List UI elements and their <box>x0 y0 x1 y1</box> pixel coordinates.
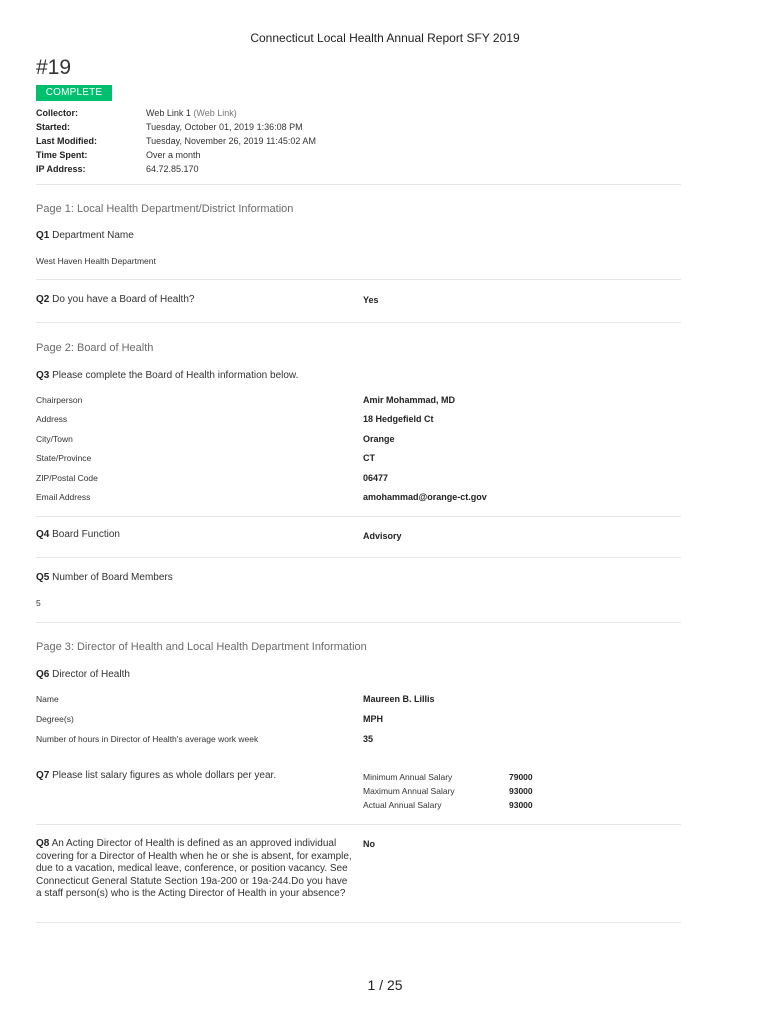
field-label: City/Town <box>36 434 73 444</box>
field-value: amohammad@orange-ct.gov <box>363 492 487 502</box>
divider <box>36 279 681 280</box>
salary-label: Maximum Annual Salary <box>363 786 455 796</box>
question-q1: Q1 Department Name <box>36 230 134 241</box>
field-label: ZIP/Postal Code <box>36 473 98 483</box>
field-value: 06477 <box>363 473 389 483</box>
divider <box>36 622 681 623</box>
field-label: Name <box>36 694 59 704</box>
meta-value: Tuesday, November 26, 2019 11:45:02 AM <box>146 136 316 146</box>
field-label: Number of hours in Director of Health's average work week <box>36 734 259 744</box>
question-q3: Q3 Please complete the Board of Health information below. <box>36 370 299 381</box>
field-label: Address <box>36 414 68 424</box>
field-value: MPH <box>363 714 383 724</box>
field-value: 18 Hedgefield Ct <box>363 414 434 424</box>
page-heading: Page 3: Director of Health and Local Health Department Information <box>36 641 367 653</box>
question-q4: Q4 Board Function <box>36 529 120 540</box>
field-label: Email Address <box>36 492 91 502</box>
field-value: CT <box>363 453 375 463</box>
question-q5: Q5 Number of Board Members <box>36 572 173 583</box>
salary-label: Actual Annual Salary <box>363 800 442 810</box>
field-label: Degree(s) <box>36 714 74 724</box>
salary-value: 93000 <box>509 786 533 796</box>
response-number: #19 <box>36 56 72 79</box>
question-q6: Q6 Director of Health <box>36 669 130 680</box>
meta-value: Over a month <box>146 150 201 160</box>
field-value: Maureen B. Lillis <box>363 694 435 704</box>
answer-q5: 5 <box>36 598 41 608</box>
salary-value: 79000 <box>509 772 533 782</box>
meta-value: 64.72.85.170 <box>146 164 199 174</box>
field-label: Chairperson <box>36 395 83 405</box>
meta-value: Tuesday, October 01, 2019 1:36:08 PM <box>146 122 303 132</box>
field-label: State/Province <box>36 453 92 463</box>
meta-key: Collector: <box>36 108 79 118</box>
salary-label: Minimum Annual Salary <box>363 772 453 782</box>
divider <box>36 922 681 923</box>
status-badge: COMPLETE <box>36 85 112 101</box>
question-q7: Q7 Please list salary figures as whole dollars per year. <box>36 770 277 781</box>
page-number: 1 / 25 <box>367 977 403 993</box>
divider <box>36 184 681 185</box>
question-q8: Q8 An Acting Director of Health is defined as an approved individual covering for a Director of Health when he or she is absent, for example, due to a vacation, medical leave, conference, or position vacancy. See Connecticut General Statute Section 19a-200 or 19a-244.Do you have a staff person(s) who is the Acting Director of Health in your absence? <box>36 838 352 899</box>
meta-key: Started: <box>36 122 71 132</box>
divider <box>36 516 681 517</box>
answer-q8: No <box>363 839 375 849</box>
salary-value: 93000 <box>509 800 533 810</box>
field-value: Amir Mohammad, MD <box>363 395 456 405</box>
answer-q4: Advisory <box>363 531 402 541</box>
divider <box>36 557 681 558</box>
answer-q1: West Haven Health Department <box>36 256 156 266</box>
answer-q2: Yes <box>363 295 379 305</box>
document-title: Connecticut Local Health Annual Report SFY 2019 <box>250 31 520 45</box>
meta-key: Time Spent: <box>36 150 88 160</box>
divider <box>36 824 681 825</box>
divider <box>36 322 681 323</box>
page-heading: Page 1: Local Health Department/District Information <box>36 203 294 215</box>
meta-key: Last Modified: <box>36 136 97 146</box>
meta-key: IP Address: <box>36 164 86 174</box>
field-value: 35 <box>363 734 374 744</box>
question-q2: Q2 Do you have a Board of Health? <box>36 294 195 305</box>
meta-value: Web Link 1 (Web Link) <box>146 108 237 118</box>
field-value: Orange <box>363 434 395 444</box>
page-heading: Page 2: Board of Health <box>36 342 154 354</box>
